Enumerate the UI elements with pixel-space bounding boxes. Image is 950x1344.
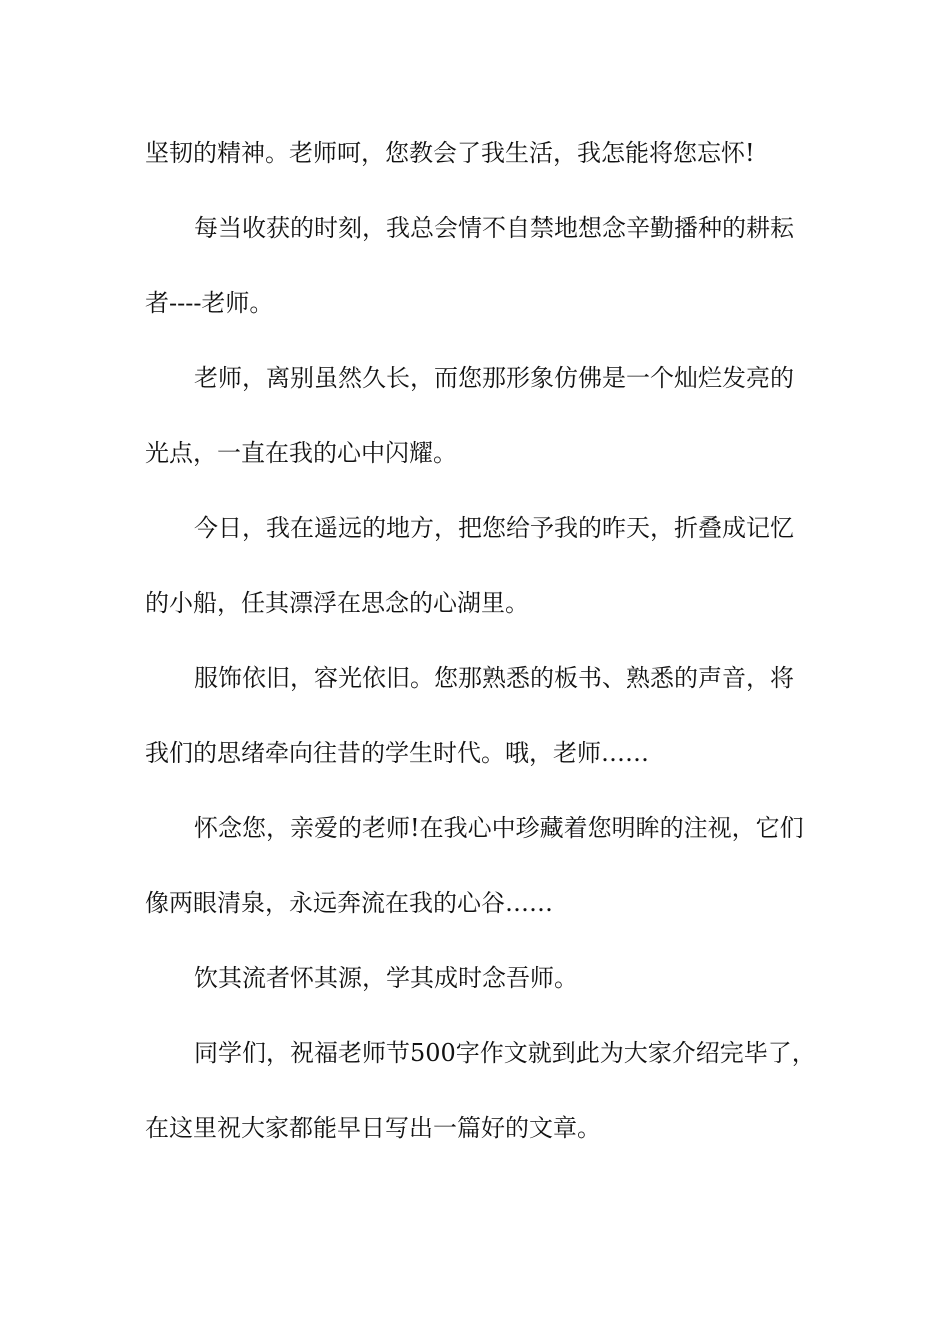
text-line: 坚韧的精神。老师呵，您教会了我生活，我怎能将您忘怀! [145, 139, 755, 167]
text-line: 的小船，任其漂浮在思念的心湖里。 [145, 589, 529, 617]
text-line: 在这里祝大家都能早日写出一篇好的文章。 [145, 1114, 601, 1142]
paragraph-line: 同学们，祝福老师节500字作文就到此为大家介绍完毕了， [194, 1039, 816, 1067]
text-line: 光点，一直在我的心中闪耀。 [145, 439, 457, 467]
paragraph-line: 怀念您，亲爱的老师!在我心中珍藏着您明眸的注视，它们 [194, 814, 804, 842]
paragraph-line: 饮其流者怀其源，学其成时念吾师。 [194, 964, 578, 992]
paragraph-line: 每当收获的时刻，我总会情不自禁地想念辛勤播种的耕耘 [194, 214, 794, 242]
paragraph-line: 服饰依旧，容光依旧。您那熟悉的板书、熟悉的声音，将 [194, 664, 794, 692]
text-line: 我们的思绪牵向往昔的学生时代。哦，老师…… [145, 739, 649, 767]
paragraph-line: 老师，离别虽然久长，而您那形象仿佛是一个灿烂发亮的 [194, 364, 794, 392]
text-line: 像两眼清泉，永远奔流在我的心谷…… [145, 889, 553, 917]
paragraph-line: 今日，我在遥远的地方，把您给予我的昨天，折叠成记忆 [194, 514, 794, 542]
document-body [145, 125, 815, 1175]
text-line: 者----老师。 [145, 289, 274, 317]
